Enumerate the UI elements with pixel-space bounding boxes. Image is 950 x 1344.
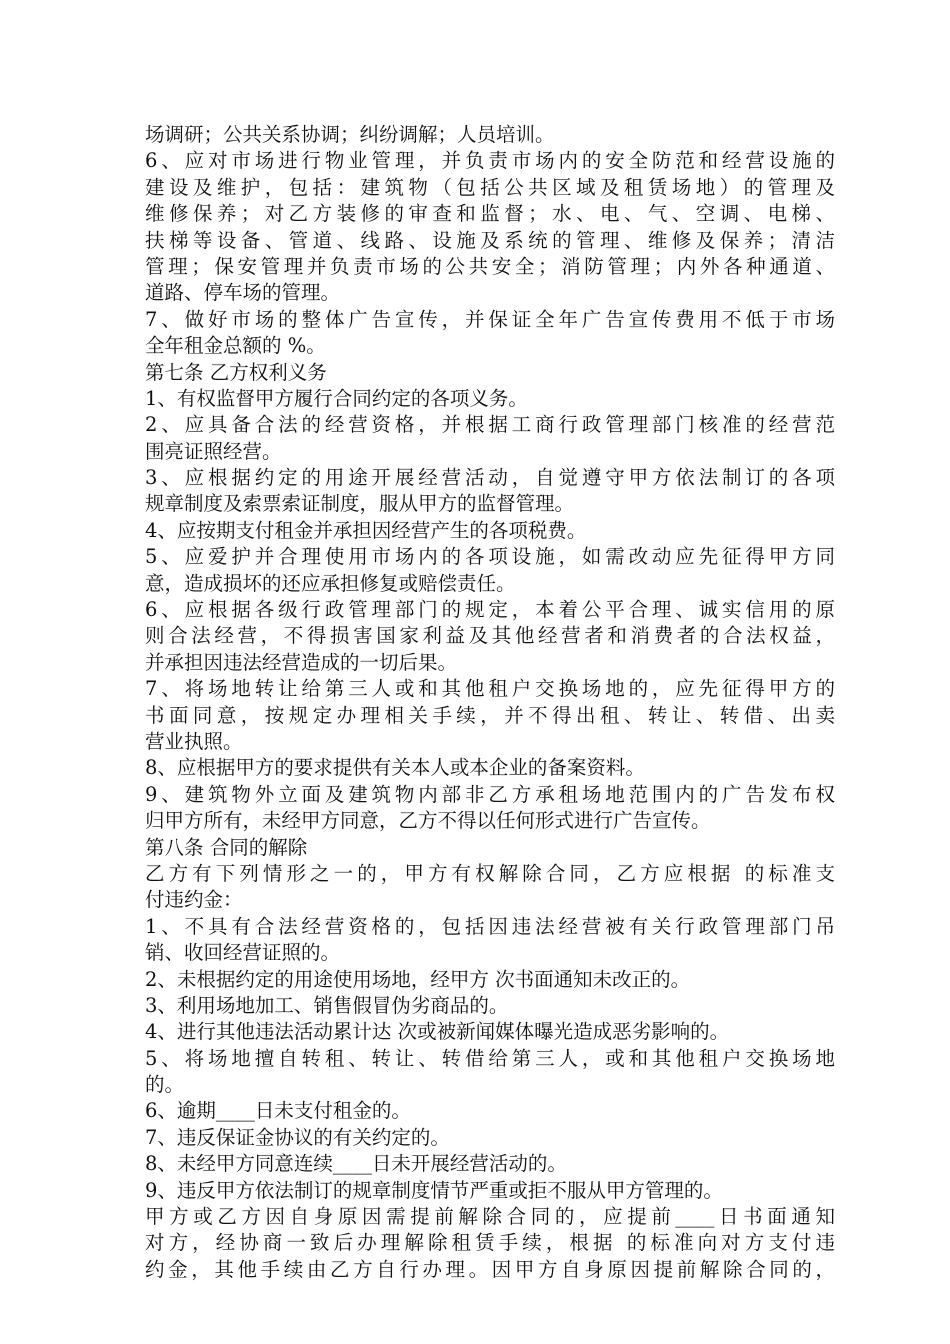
text-line: 4、应按期支付租金并承担因经营产生的各项税费。 <box>145 518 587 542</box>
text-line: 管理；保安管理并负责市场的公共安全；消防管理；内外各种通道、 <box>145 254 835 278</box>
text-line: 7、做好市场的整体广告宣传，并保证全年广告宣传费用不低于市场 <box>145 307 835 331</box>
text-line: 8、应根据甲方的要求提供有关本人或本企业的备案资料。 <box>145 756 645 780</box>
text-line: 第七条 乙方权利义务 <box>145 360 327 384</box>
text-line: 付违约金： <box>145 888 243 912</box>
text-line: 意，造成损坏的还应承担修复或赔偿责任。 <box>145 571 516 595</box>
text-line: 3、利用场地加工、销售假冒伪劣商品的。 <box>145 993 509 1017</box>
text-line: 6、应根据各级行政管理部门的规定，本着公平合理、诚实信用的原 <box>145 598 835 622</box>
text-line: 围亮证照经营。 <box>145 439 282 463</box>
text-line: 2、应具备合法的经营资格，并根据工商行政管理部门核准的经营范 <box>145 413 835 437</box>
text-line: 1、不具有合法经营资格的，包括因违法经营被有关行政管理部门吊 <box>145 914 835 938</box>
text-line: 6、应对市场进行物业管理，并负责市场内的安全防范和经营设施的 <box>145 149 835 173</box>
document-body <box>145 122 835 1283</box>
text-line: 1、有权监督甲方履行合同约定的各项义务。 <box>145 386 528 410</box>
text-line: 7、将场地转让给第三人或和其他租户交换场地的，应先征得甲方的 <box>145 677 835 701</box>
text-line: 第八条 合同的解除 <box>145 835 308 859</box>
text-line: 归甲方所有，未经甲方同意，乙方不得以任何形式进行广告宣传。 <box>145 809 711 833</box>
text-line: 乙方有下列情形之一的，甲方有权解除合同，乙方应根据 的标准支 <box>145 861 835 885</box>
text-line: 则合法经营，不得损害国家利益及其他经营者和消费者的合法权益， <box>145 624 835 648</box>
text-line: 维修保养；对乙方装修的审查和监督；水、电、气、空调、电梯、 <box>145 202 835 226</box>
text-line: 4、进行其他违法活动累计达 次或被新闻媒体曝光造成恶劣影响的。 <box>145 1020 730 1044</box>
text-line: 并承担因违法经营造成的一切后果。 <box>145 650 458 674</box>
text-line: 9、违反甲方依法制订的规章制度情节严重或拒不服从甲方管理的。 <box>145 1178 723 1202</box>
text-line: 3、应根据约定的用途开展经营活动，自觉遵守甲方依法制订的各项 <box>145 466 835 490</box>
text-line: 约金，其他手续由乙方自行办理。因甲方自身原因提前解除合同的， <box>145 1257 835 1281</box>
text-line: 书面同意，按规定办理相关手续，并不得出租、转让、转借、出卖 <box>145 703 835 727</box>
text-line: 扶梯等设备、管道、线路、设施及系统的管理、维修及保养；清洁 <box>145 228 835 252</box>
text-line: 甲方或乙方因自身原因需提前解除合同的，应提前____日书面通知 <box>145 1205 835 1229</box>
text-line: 7、违反保证金协议的有关约定的。 <box>145 1125 450 1149</box>
text-line: 8、未经甲方同意连续____日未开展经营活动的。 <box>145 1152 567 1176</box>
text-line: 5、将场地擅自转租、转让、转借给第三人，或和其他租户交换场地 <box>145 1046 835 1070</box>
text-line: 全年租金总额的 %。 <box>145 334 326 358</box>
text-line: 道路、停车场的管理。 <box>145 281 341 305</box>
text-line: 营业执照。 <box>145 729 243 753</box>
text-line: 6、逾期____日未支付租金的。 <box>145 1099 411 1123</box>
text-line: 场调研；公共关系协调；纠纷调解；人员培训。 <box>145 123 555 146</box>
text-line: 2、未根据约定的用途使用场地，经甲方 次书面通知未改正的。 <box>145 967 691 991</box>
text-line: 9、建筑物外立面及建筑物内部非乙方承租场地范围内的广告发布权 <box>145 782 835 806</box>
text-line: 对方，经协商一致后办理解除租赁手续，根据 的标准向对方支付违 <box>145 1231 835 1255</box>
text-line: 5、应爱护并合理使用市场内的各项设施，如需改动应先征得甲方同 <box>145 545 835 569</box>
text-line: 销、收回经营证照的。 <box>145 941 341 965</box>
text-line: 建设及维护，包括：建筑物（包括公共区域及租赁场地）的管理及 <box>145 175 835 199</box>
text-line: 规章制度及索票索证制度，服从甲方的监督管理。 <box>145 492 575 516</box>
text-line: 的。 <box>145 1073 185 1097</box>
